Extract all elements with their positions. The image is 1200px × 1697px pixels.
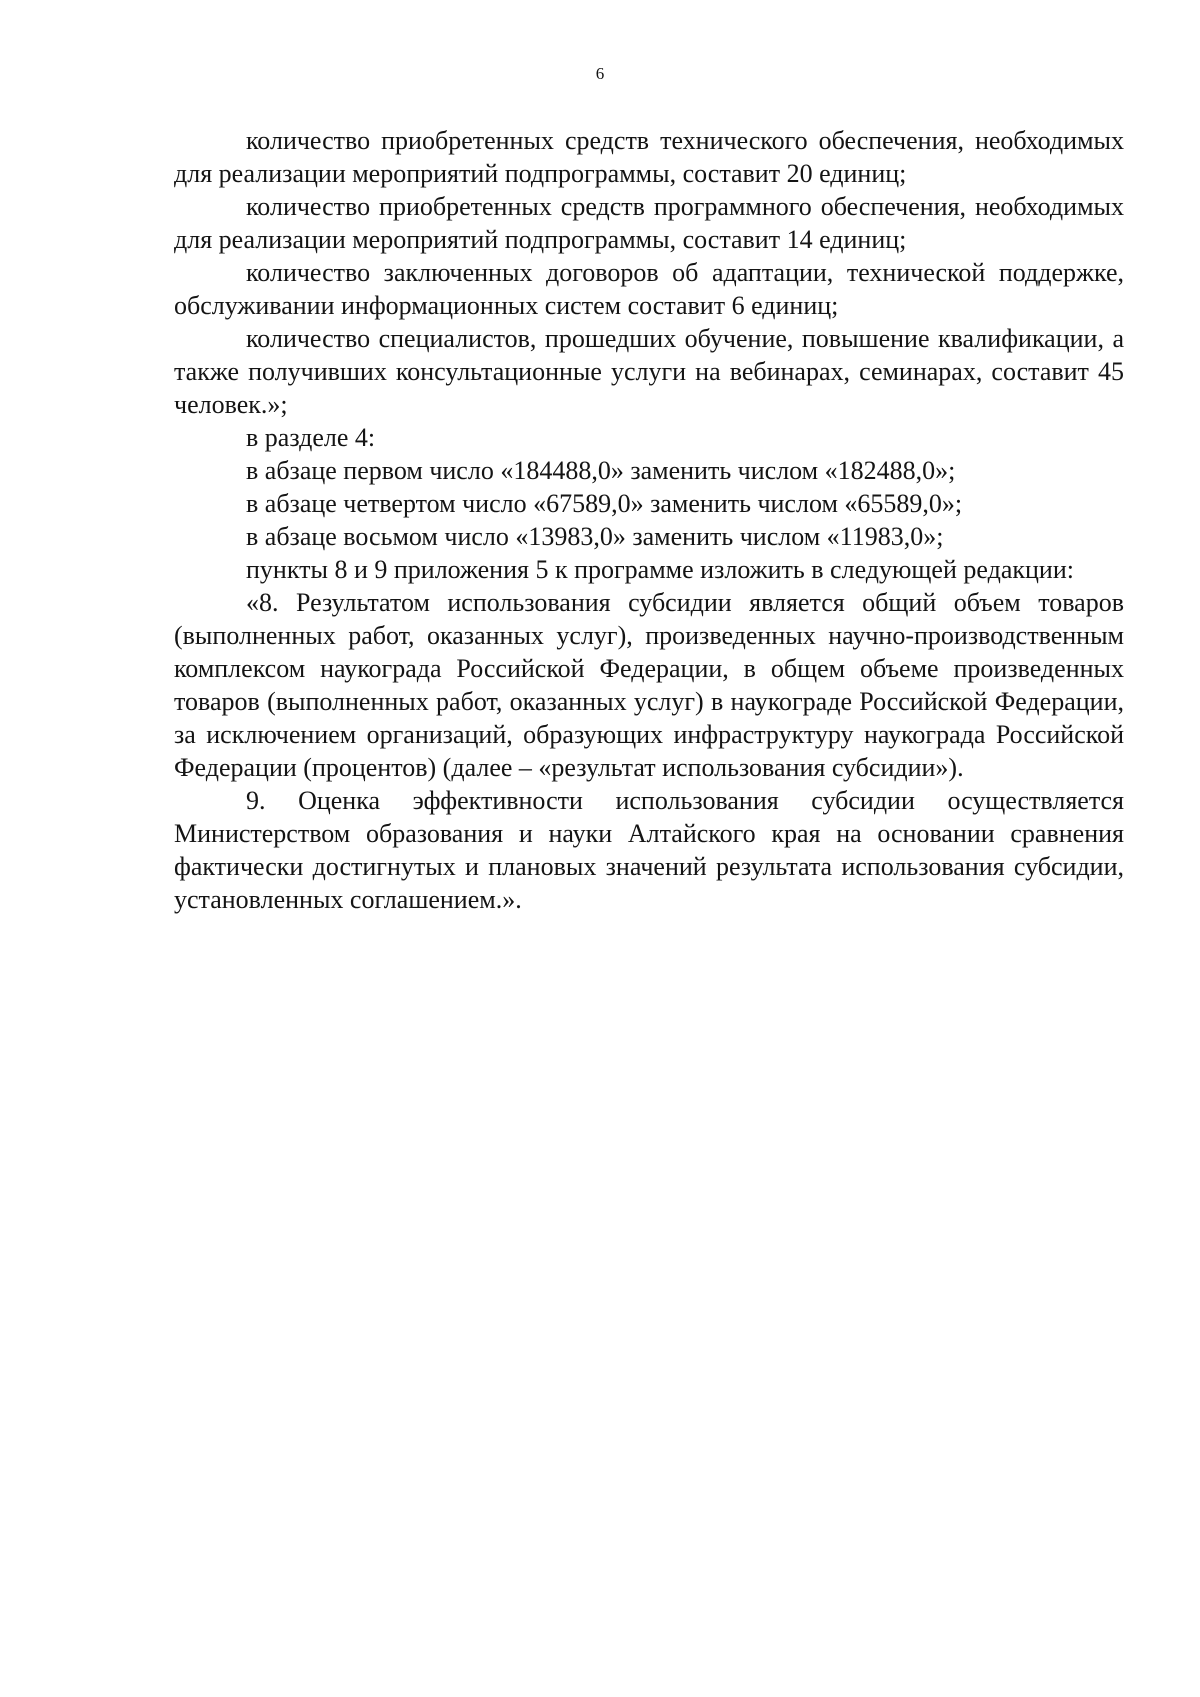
paragraph-contracts: количество заключенных договоров об адаптации, технической поддержке, обслуживании информационных систем составит 6 единиц; — [174, 258, 1124, 320]
document-body — [174, 124, 1124, 916]
paragraph-tech-equipment: количество приобретенных средств технического обеспечения, необходимых для реализации мероприятий подпрограммы, составит 20 единиц; — [174, 126, 1124, 188]
paragraph-eighth-amendment: в абзаце восьмом число «13983,0» заменить числом «11983,0»; — [246, 522, 944, 551]
paragraph-specialists: количество специалистов, прошедших обучение, повышение квалификации, а также получивших консультационные услуги на вебинарах, семинарах, составит 45 человек.»; — [174, 324, 1124, 419]
paragraph-item-8: «8. Результатом использования субсидии является общий объем товаров (выполненных работ, оказанных услуг), произведенных научно-производственным комплексом наукограда Российской Федерации, в общем объеме произведенных товаров (выполненных работ, оказанных услуг) в наукограде Российской Федерации, за исключением организаций, образующих инфраструктуру наукограда Российской Федерации (процентов) (далее – «результат использования субсидии»). — [174, 588, 1124, 782]
paragraph-first-amendment: в абзаце первом число «184488,0» заменить числом «182488,0»; — [246, 456, 956, 485]
paragraph-section-4: в разделе 4: — [246, 423, 376, 452]
paragraph-items-8-9: пункты 8 и 9 приложения 5 к программе изложить в следующей редакции: — [246, 555, 1074, 584]
paragraph-fourth-amendment: в абзаце четвертом число «67589,0» заменить числом «65589,0»; — [246, 489, 963, 518]
paragraph-software: количество приобретенных средств программного обеспечения, необходимых для реализации мероприятий подпрограммы, составит 14 единиц; — [174, 192, 1124, 254]
paragraph-item-9: 9. Оценка эффективности использования субсидии осуществляется Министерством образования и науки Алтайского края на основании сравнения фактически достигнутых и плановых значений результата использования субсидии, установленных соглашением.». — [174, 786, 1124, 914]
page-number: 6 — [595, 64, 605, 83]
